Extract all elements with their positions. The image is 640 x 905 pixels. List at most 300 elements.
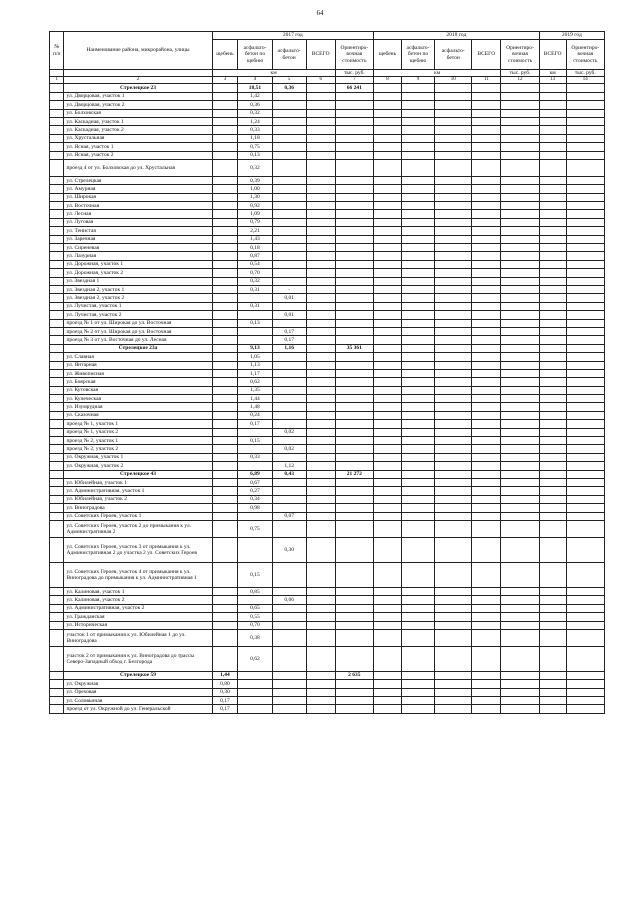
- header-total-2017: ВСЕГО: [306, 40, 335, 70]
- cell-no: [50, 621, 64, 629]
- cell-c8: [374, 269, 402, 277]
- cell-c9: [401, 126, 434, 134]
- table-row: [50, 462, 605, 470]
- cell-c13: [539, 596, 566, 604]
- cell-c11: [472, 411, 501, 419]
- header-cost-2017: Ориентиро-вочная стоимость: [335, 40, 373, 70]
- cell-c5: [272, 495, 306, 503]
- cell-c8: [374, 260, 402, 268]
- cell-c4: 0,75: [238, 143, 272, 151]
- cell-c12: [501, 286, 539, 294]
- table-row: [50, 504, 605, 512]
- cell-c7: [335, 227, 373, 235]
- cell-c7: [335, 420, 373, 428]
- cell-c4: 0,85: [238, 587, 272, 595]
- cell-c9: [401, 621, 434, 629]
- street-name: ул. Ясная, участок 1: [64, 143, 212, 151]
- cell-c4: 0,33: [238, 453, 272, 461]
- cell-c12: [501, 159, 539, 176]
- cell-c7: [335, 453, 373, 461]
- cell-c3: [212, 512, 238, 520]
- cell-c10: [435, 613, 472, 621]
- cell-c12: [501, 134, 539, 142]
- street-name: ул. Соловьиная: [64, 697, 212, 705]
- cell-no: [50, 193, 64, 201]
- table-row: [50, 537, 605, 562]
- cell-c4: 1,35: [238, 386, 272, 394]
- cell-c14: [566, 646, 604, 671]
- header-gravel-2018: щебень: [374, 40, 402, 70]
- cell-c12: [501, 84, 539, 92]
- cell-c10: [435, 587, 472, 595]
- cell-c7: [335, 134, 373, 142]
- cell-c5: [272, 159, 306, 176]
- cell-c12: [501, 311, 539, 319]
- cell-c4: 0,79: [238, 218, 272, 226]
- cell-c12: [501, 697, 539, 705]
- cell-c8: [374, 218, 402, 226]
- cell-c12: [501, 269, 539, 277]
- cell-c9: [401, 302, 434, 310]
- street-name: ул. Юбилейная, участок 1: [64, 478, 212, 486]
- cell-c10: [435, 319, 472, 327]
- cell-c11: [472, 210, 501, 218]
- cell-c3: 0,17: [212, 705, 238, 713]
- cell-c7: [335, 210, 373, 218]
- cell-c8: [374, 336, 402, 344]
- cell-c7: [335, 294, 373, 302]
- cell-c5: [272, 621, 306, 629]
- street-name: ул. Лазурная: [64, 252, 212, 260]
- cell-c6: [306, 244, 335, 252]
- cell-c10: [435, 395, 472, 403]
- cell-c14: [566, 117, 604, 125]
- cell-no: [50, 235, 64, 243]
- cell-c14: [566, 143, 604, 151]
- cell-c8: [374, 470, 402, 478]
- cell-c12: [501, 117, 539, 125]
- cell-c11: [472, 327, 501, 335]
- cell-c10: [435, 378, 472, 386]
- cell-c5: [272, 252, 306, 260]
- cell-c14: [566, 101, 604, 109]
- cell-c5: [272, 386, 306, 394]
- cell-c3: [212, 537, 238, 562]
- cell-c14: [566, 109, 604, 117]
- cell-c7: [335, 495, 373, 503]
- cell-c14: [566, 311, 604, 319]
- cell-c5: [272, 587, 306, 595]
- cell-c5: [272, 218, 306, 226]
- cell-c13: [539, 386, 566, 394]
- header-asphalt-gravel-2018: асфальто-бетон по щебню: [401, 40, 434, 70]
- cell-c5: [272, 437, 306, 445]
- cell-c3: [212, 92, 238, 100]
- cell-c13: [539, 462, 566, 470]
- cell-c14: [566, 227, 604, 235]
- table-row: [50, 478, 605, 486]
- cell-c7: [335, 126, 373, 134]
- cell-c11: [472, 176, 501, 184]
- cell-c4: 0,70: [238, 269, 272, 277]
- cell-c10: [435, 705, 472, 713]
- table-body: [50, 84, 605, 713]
- cell-no: [50, 697, 64, 705]
- cell-c6: [306, 411, 335, 419]
- cell-c11: [472, 613, 501, 621]
- cell-c5: [272, 705, 306, 713]
- cell-c5: [272, 151, 306, 159]
- cell-c8: [374, 386, 402, 394]
- cell-c3: [212, 504, 238, 512]
- cell-c4: 0,38: [238, 629, 272, 646]
- cell-c6: [306, 176, 335, 184]
- cell-c7: [335, 462, 373, 470]
- column-index: 6: [306, 77, 335, 84]
- cell-c5: 0,30: [272, 537, 306, 562]
- cell-c11: [472, 680, 501, 688]
- table-row: [50, 445, 605, 453]
- street-name: ул. Янтарная: [64, 361, 212, 369]
- cell-c6: [306, 453, 335, 461]
- cell-c10: [435, 143, 472, 151]
- street-name: ул. Калиновая, участок 2: [64, 596, 212, 604]
- cell-c9: [401, 587, 434, 595]
- cell-no: [50, 395, 64, 403]
- cell-c8: [374, 319, 402, 327]
- cell-c3: [212, 629, 238, 646]
- street-name: ул. Широкая: [64, 193, 212, 201]
- cell-c5: [272, 176, 306, 184]
- table-row: [50, 244, 605, 252]
- cell-c14: [566, 84, 604, 92]
- cell-c11: [472, 604, 501, 612]
- cell-c5: 1,12: [272, 462, 306, 470]
- cell-c11: [472, 252, 501, 260]
- cell-c14: [566, 269, 604, 277]
- cell-c9: [401, 705, 434, 713]
- street-name: ул. Звездная 2, участок 1: [64, 286, 212, 294]
- cell-c14: [566, 596, 604, 604]
- cell-c3: [212, 361, 238, 369]
- cell-no: [50, 512, 64, 520]
- cell-c12: [501, 428, 539, 436]
- street-name: ул. Сказочная: [64, 411, 212, 419]
- cell-c10: [435, 411, 472, 419]
- cell-c12: [501, 210, 539, 218]
- cell-c10: [435, 202, 472, 210]
- cell-c8: [374, 235, 402, 243]
- cell-c3: [212, 495, 238, 503]
- cell-c6: [306, 202, 335, 210]
- cell-c6: [306, 302, 335, 310]
- cell-c3: [212, 235, 238, 243]
- cell-no: [50, 294, 64, 302]
- cell-c6: [306, 286, 335, 294]
- cell-c3: 0,30: [212, 688, 238, 696]
- cell-c12: [501, 353, 539, 361]
- cell-c4: [238, 697, 272, 705]
- cell-c4: 1,24: [238, 117, 272, 125]
- cell-c13: [539, 621, 566, 629]
- unit-rub-2019: тыс. руб.: [566, 70, 604, 77]
- cell-c8: [374, 134, 402, 142]
- cell-c9: [401, 269, 434, 277]
- cell-c11: [472, 361, 501, 369]
- street-name: ул. Дворцовая, участок 2: [64, 101, 212, 109]
- cell-c11: [472, 92, 501, 100]
- cell-c9: [401, 361, 434, 369]
- cell-c7: [335, 613, 373, 621]
- cell-c3: [212, 260, 238, 268]
- cell-c8: [374, 411, 402, 419]
- cell-c6: [306, 227, 335, 235]
- cell-no: [50, 437, 64, 445]
- table-row: [50, 252, 605, 260]
- cell-c8: [374, 176, 402, 184]
- cell-c4: [238, 327, 272, 335]
- cell-c3: [212, 159, 238, 176]
- table-row: [50, 403, 605, 411]
- street-name: ул. Каскадная, участок 1: [64, 117, 212, 125]
- table-row: [50, 705, 605, 713]
- cell-no: [50, 353, 64, 361]
- cell-c11: [472, 311, 501, 319]
- cell-c6: [306, 235, 335, 243]
- cell-c6: [306, 344, 335, 352]
- cell-c3: [212, 520, 238, 537]
- cell-c3: [212, 151, 238, 159]
- table-row: [50, 395, 605, 403]
- cell-c6: [306, 260, 335, 268]
- cell-c11: [472, 403, 501, 411]
- table-row: [50, 286, 605, 294]
- cell-c9: [401, 101, 434, 109]
- cell-c8: [374, 537, 402, 562]
- cell-c11: [472, 369, 501, 377]
- cell-c6: [306, 294, 335, 302]
- cell-c6: [306, 504, 335, 512]
- cell-c3: [212, 478, 238, 486]
- cell-c11: [472, 512, 501, 520]
- cell-c5: [272, 504, 306, 512]
- cell-c12: [501, 705, 539, 713]
- cell-c4: 1,43: [238, 235, 272, 243]
- cell-c10: [435, 361, 472, 369]
- cell-c8: [374, 629, 402, 646]
- cell-c6: [306, 353, 335, 361]
- cell-c13: [539, 244, 566, 252]
- cell-c10: [435, 629, 472, 646]
- cell-c12: [501, 621, 539, 629]
- header-asphalt-2018: асфальто-бетон: [435, 40, 472, 70]
- street-name: ул. Кутовская: [64, 386, 212, 394]
- cell-c14: [566, 587, 604, 595]
- cell-no: [50, 411, 64, 419]
- cell-no: [50, 336, 64, 344]
- street-name: ул. Советских Героев, участок 4 от примыкания к ул. Виноградова до примыкания к ул. Административная 1: [64, 562, 212, 587]
- cell-c9: [401, 193, 434, 201]
- cell-c7: [335, 353, 373, 361]
- cell-c6: [306, 269, 335, 277]
- cell-c6: [306, 185, 335, 193]
- cell-c3: [212, 193, 238, 201]
- cell-c9: [401, 697, 434, 705]
- cell-c5: [272, 671, 306, 679]
- cell-c11: [472, 260, 501, 268]
- column-index: 10: [435, 77, 472, 84]
- section-name: Стрелецкое 23: [64, 84, 212, 92]
- cell-c10: [435, 445, 472, 453]
- cell-c8: [374, 252, 402, 260]
- cell-c5: [272, 487, 306, 495]
- cell-c6: [306, 218, 335, 226]
- cell-c12: [501, 126, 539, 134]
- cell-c5: [272, 420, 306, 428]
- cell-c11: [472, 537, 501, 562]
- cell-c9: [401, 395, 434, 403]
- table-row: [50, 587, 605, 595]
- cell-c10: [435, 562, 472, 587]
- cell-c12: [501, 688, 539, 696]
- cell-c8: [374, 697, 402, 705]
- cell-c13: [539, 520, 566, 537]
- cell-c10: [435, 386, 472, 394]
- cell-c7: [335, 369, 373, 377]
- cell-no: [50, 629, 64, 646]
- cell-no: [50, 176, 64, 184]
- cell-c13: [539, 202, 566, 210]
- page-number: 64: [316, 9, 324, 17]
- street-name: ул. Купеческая: [64, 395, 212, 403]
- table-row: [50, 260, 605, 268]
- cell-c7: [335, 260, 373, 268]
- cell-c13: [539, 294, 566, 302]
- cell-c11: [472, 185, 501, 193]
- cell-c13: [539, 151, 566, 159]
- cell-c14: [566, 705, 604, 713]
- cell-c3: [212, 353, 238, 361]
- cell-c8: [374, 151, 402, 159]
- cell-c4: 0,34: [238, 495, 272, 503]
- cell-no: [50, 386, 64, 394]
- cell-c10: [435, 277, 472, 285]
- cell-c10: [435, 353, 472, 361]
- cell-c7: [335, 386, 373, 394]
- cell-no: [50, 613, 64, 621]
- cell-c14: [566, 437, 604, 445]
- cell-c6: [306, 596, 335, 604]
- cell-c4: 0,31: [238, 286, 272, 294]
- table-row: [50, 621, 605, 629]
- cell-c6: [306, 495, 335, 503]
- cell-no: [50, 462, 64, 470]
- cell-c9: [401, 109, 434, 117]
- cell-c9: [401, 403, 434, 411]
- cell-c12: [501, 378, 539, 386]
- table-row: [50, 596, 605, 604]
- cell-c14: [566, 252, 604, 260]
- cell-c6: [306, 487, 335, 495]
- header-no: № п/п: [50, 32, 64, 70]
- cell-c12: [501, 487, 539, 495]
- column-index: 1: [50, 77, 64, 84]
- cell-c3: [212, 210, 238, 218]
- cell-c12: [501, 403, 539, 411]
- cell-c8: [374, 487, 402, 495]
- cell-c14: [566, 327, 604, 335]
- cell-c3: [212, 109, 238, 117]
- cell-c13: [539, 680, 566, 688]
- cell-no: [50, 680, 64, 688]
- cell-no: [50, 504, 64, 512]
- table-row: [50, 269, 605, 277]
- cell-c12: [501, 613, 539, 621]
- table-row: [50, 202, 605, 210]
- cell-c7: [335, 193, 373, 201]
- cell-c3: [212, 218, 238, 226]
- cell-c11: [472, 134, 501, 142]
- cell-c10: [435, 252, 472, 260]
- cell-c10: [435, 218, 472, 226]
- cell-c5: [272, 235, 306, 243]
- cell-c11: [472, 378, 501, 386]
- cell-c12: [501, 176, 539, 184]
- street-name: ул. Окружная, участок 2: [64, 462, 212, 470]
- cell-c3: [212, 336, 238, 344]
- cell-no: [50, 403, 64, 411]
- cell-c12: [501, 185, 539, 193]
- street-name: участок 2 от примыкания к ул. Виноградова до трассы Северо-Западный обход г. Белгорода: [64, 646, 212, 671]
- cell-c10: [435, 193, 472, 201]
- cell-c10: [435, 537, 472, 562]
- cell-c6: [306, 470, 335, 478]
- cell-c8: [374, 437, 402, 445]
- cell-c14: [566, 336, 604, 344]
- cell-c9: [401, 428, 434, 436]
- cell-c9: [401, 260, 434, 268]
- cell-no: [50, 428, 64, 436]
- table-row: [50, 101, 605, 109]
- cell-c10: [435, 621, 472, 629]
- cell-c12: [501, 260, 539, 268]
- cell-c14: [566, 369, 604, 377]
- cell-c4: 18,51: [238, 84, 272, 92]
- cell-no: [50, 420, 64, 428]
- column-index: 3: [212, 77, 238, 84]
- cell-c14: [566, 495, 604, 503]
- cell-c7: 35 361: [335, 344, 373, 352]
- cell-c6: [306, 428, 335, 436]
- table-row: [50, 629, 605, 646]
- cell-c6: [306, 512, 335, 520]
- cell-c5: 0,36: [272, 84, 306, 92]
- cell-c8: [374, 369, 402, 377]
- cell-no: [50, 369, 64, 377]
- cell-c7: [335, 478, 373, 486]
- cell-c6: [306, 697, 335, 705]
- header-total-2018: ВСЕГО: [472, 40, 501, 70]
- table-row: [50, 378, 605, 386]
- cell-c11: [472, 294, 501, 302]
- cell-c14: [566, 562, 604, 587]
- cell-c9: [401, 227, 434, 235]
- cell-c3: [212, 369, 238, 377]
- cell-c12: [501, 495, 539, 503]
- cell-c6: [306, 252, 335, 260]
- cell-no: [50, 101, 64, 109]
- cell-c8: [374, 286, 402, 294]
